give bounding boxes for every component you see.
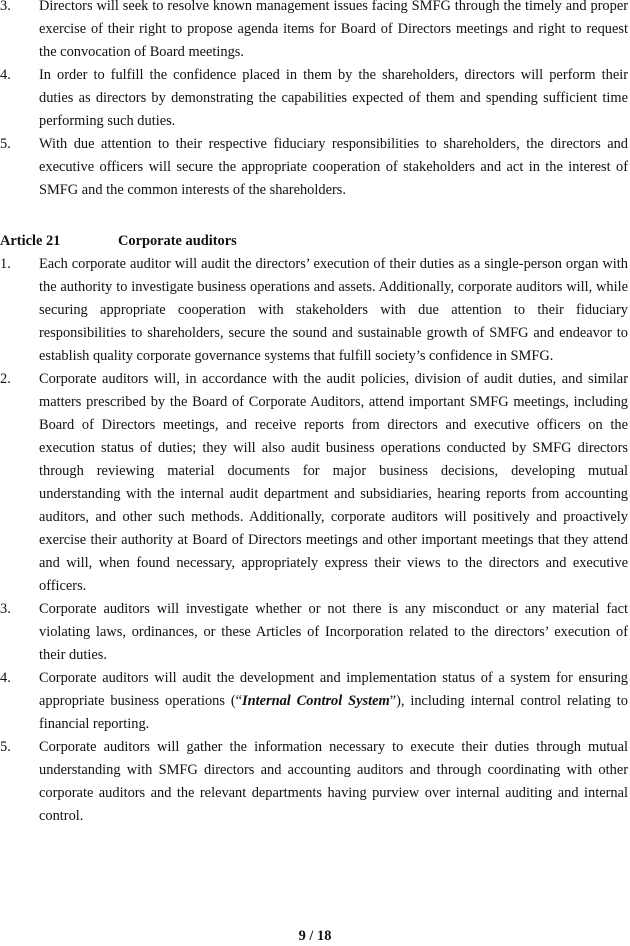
item-number: 3. — [0, 0, 11, 14]
item-text: Directors will seek to resolve known management issues facing SMFG through the timely and proper exercise of their right to propose agenda items for Board of Directors meetings and right to request the convocation of Board meetings. — [39, 0, 628, 60]
item-text — [39, 667, 630, 736]
item-number: 3. — [0, 601, 11, 617]
item-number: 4. — [0, 670, 11, 686]
item-number: 1. — [0, 256, 11, 272]
list-item — [0, 368, 630, 598]
item-text: Corporate auditors will investigate whether or not there is any misconduct or any material fact violating laws, ordinances, or these Articles of Incorporation related to the directors’ execution of their duties. — [39, 601, 628, 663]
list-item — [0, 736, 630, 828]
list-item — [0, 0, 630, 64]
item-text: With due attention to their respective fiduciary responsibilities to shareholders, the directors and executive officers will secure the appropriate cooperation of stakeholders and act in the interest of SMFG and the common interests of the shareholders. — [39, 136, 628, 198]
item-text-before: Corporate auditors will audit the development and implementation status of a system for ensuring appropriate business operations (“ — [39, 670, 628, 709]
item-number: 5. — [0, 136, 11, 152]
item-number: 2. — [0, 371, 11, 387]
item-text: Corporate auditors will gather the information necessary to execute their duties through mutual understanding with SMFG directors and accounting auditors and through coordinating with other corporate auditors and the relevant departments having purview over internal auditing and internal control. — [39, 739, 628, 824]
list-item — [0, 667, 630, 736]
defined-term: Internal Control System — [242, 693, 390, 709]
article-number: Article 21 — [0, 233, 61, 249]
page-number: 9 / 18 — [298, 928, 332, 944]
article-heading — [0, 230, 630, 253]
item-text: Corporate auditors will, in accordance with the audit policies, division of audit duties, and similar matters prescribed by the Board of Corporate Auditors, attend important SMFG meetings, including Board of Directors meetings, and receive reports from directors and executive officers on the execution status of duties; they will also audit business operations conducted by SMFG directors through reviewing material documents for major business decisions, developing mutual understanding with the internal audit department and subsidiaries, hearing reports from accounting auditors, and other such methods. Additionally, corporate auditors will positively and proactively exercise their authority at Board of Directors meetings and other important meetings that they attend and will, when found necessary, appropriately express their views to the directors and executive officers. — [39, 371, 628, 594]
list-item — [0, 253, 630, 368]
item-text: Each corporate auditor will audit the directors’ execution of their duties as a single-person organ with the authority to investigate business operations and assets. Additionally, corporate auditors will, while securing appropriate cooperation with stakeholders with due attention to their fiduciary responsibilities to shareholders, secure the sound and sustainable growth of SMFG and endeavor to establish quality corporate governance systems that fulfill society’s confidence in SMFG. — [39, 256, 628, 364]
list-item — [0, 64, 630, 133]
list-item — [0, 133, 630, 202]
article-title: Corporate auditors — [118, 233, 237, 249]
item-text: In order to fulfill the confidence placed in them by the shareholders, directors will perform their duties as directors by demonstrating the capabilities expected of them and spending sufficient time performing such duties. — [39, 67, 628, 129]
item-number: 5. — [0, 739, 11, 755]
item-number: 4. — [0, 67, 11, 83]
item-text-after: ”), including internal control relating to financial reporting. — [39, 693, 628, 732]
list-item — [0, 598, 630, 667]
